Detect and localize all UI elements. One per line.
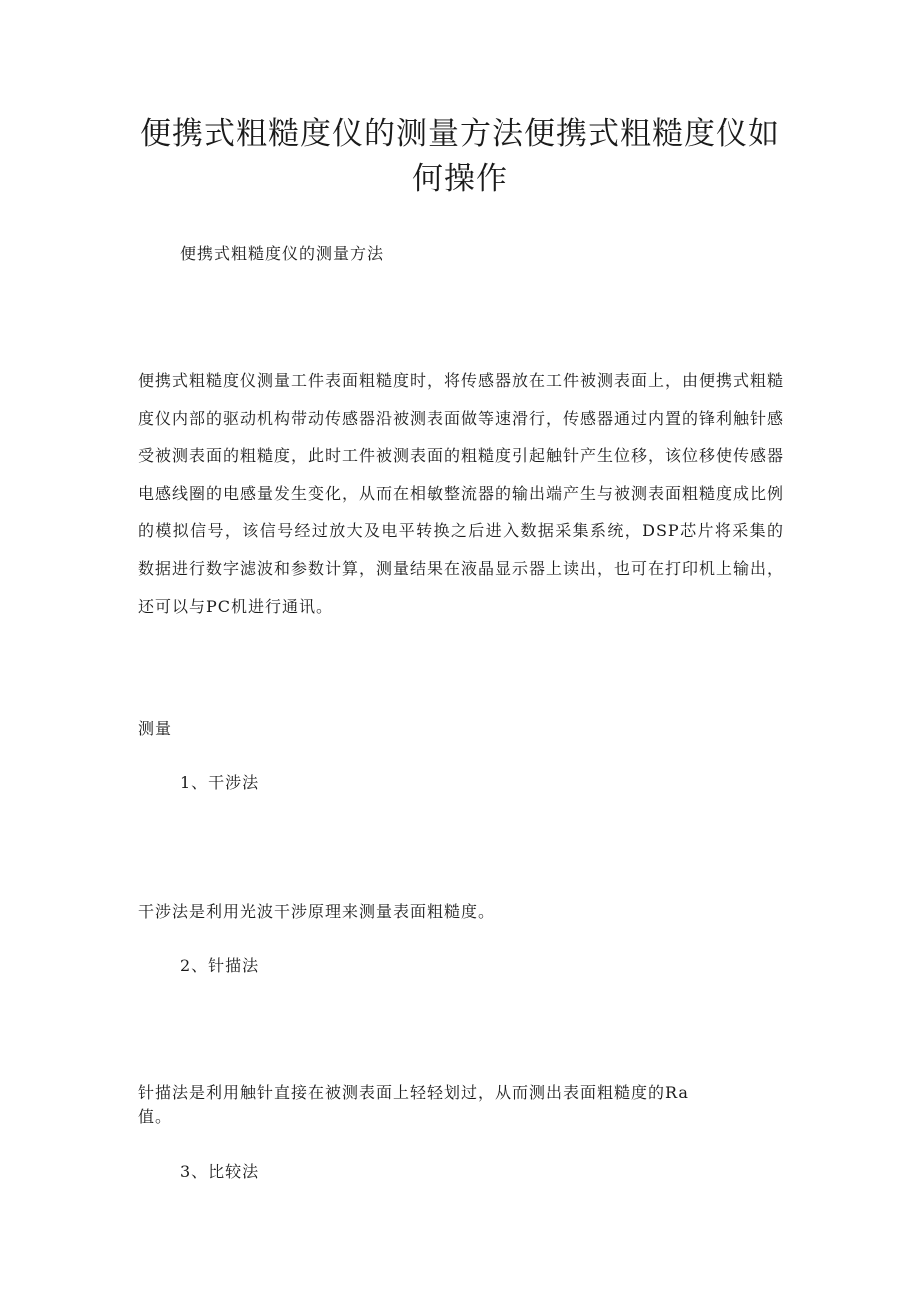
list-item-heading: 2、针描法 bbox=[180, 956, 260, 975]
list-item-heading: 1、干涉法 bbox=[180, 773, 260, 792]
document-title: 便携式粗糙度仪的测量方法便携式粗糙度仪如何操作 bbox=[140, 116, 780, 197]
list-item-paragraph: 干涉法是利用光波干涉原理来测量表面粗糙度。 bbox=[138, 902, 496, 921]
list-item-paragraph: 针描法是利用触针直接在被测表面上轻轻划过，从而测出表面粗糙度的Ra值。 bbox=[138, 1083, 689, 1126]
document-subtitle: 便携式粗糙度仪的测量方法 bbox=[180, 244, 385, 263]
list-item-heading: 3、比较法 bbox=[180, 1162, 260, 1181]
section-heading: 测量 bbox=[138, 719, 173, 738]
intro-paragraph: 便携式粗糙度仪测量工件表面粗糙度时，将传感器放在工件被测表面上，由便携式粗糙度仪内部的驱动机构带动传感器沿被测表面做等速滑行，传感器通过内置的锋利触针感受被测表面的粗糙度，此时工件被测表面的粗糙度引起触针产生位移，该位移使传感器电感线圈的电感量发生变化，从而在相敏整流器的输出端产生与被测表面粗糙度成比例的模拟信号，该信号经过放大及电平转换之后进入数据采集系统，DSP芯片将采集的数据进行数字滤波和参数计算，测量结果在液晶显示器上读出，也可在打印机上输出，还可以与PC机进行通讯。 bbox=[138, 371, 785, 616]
